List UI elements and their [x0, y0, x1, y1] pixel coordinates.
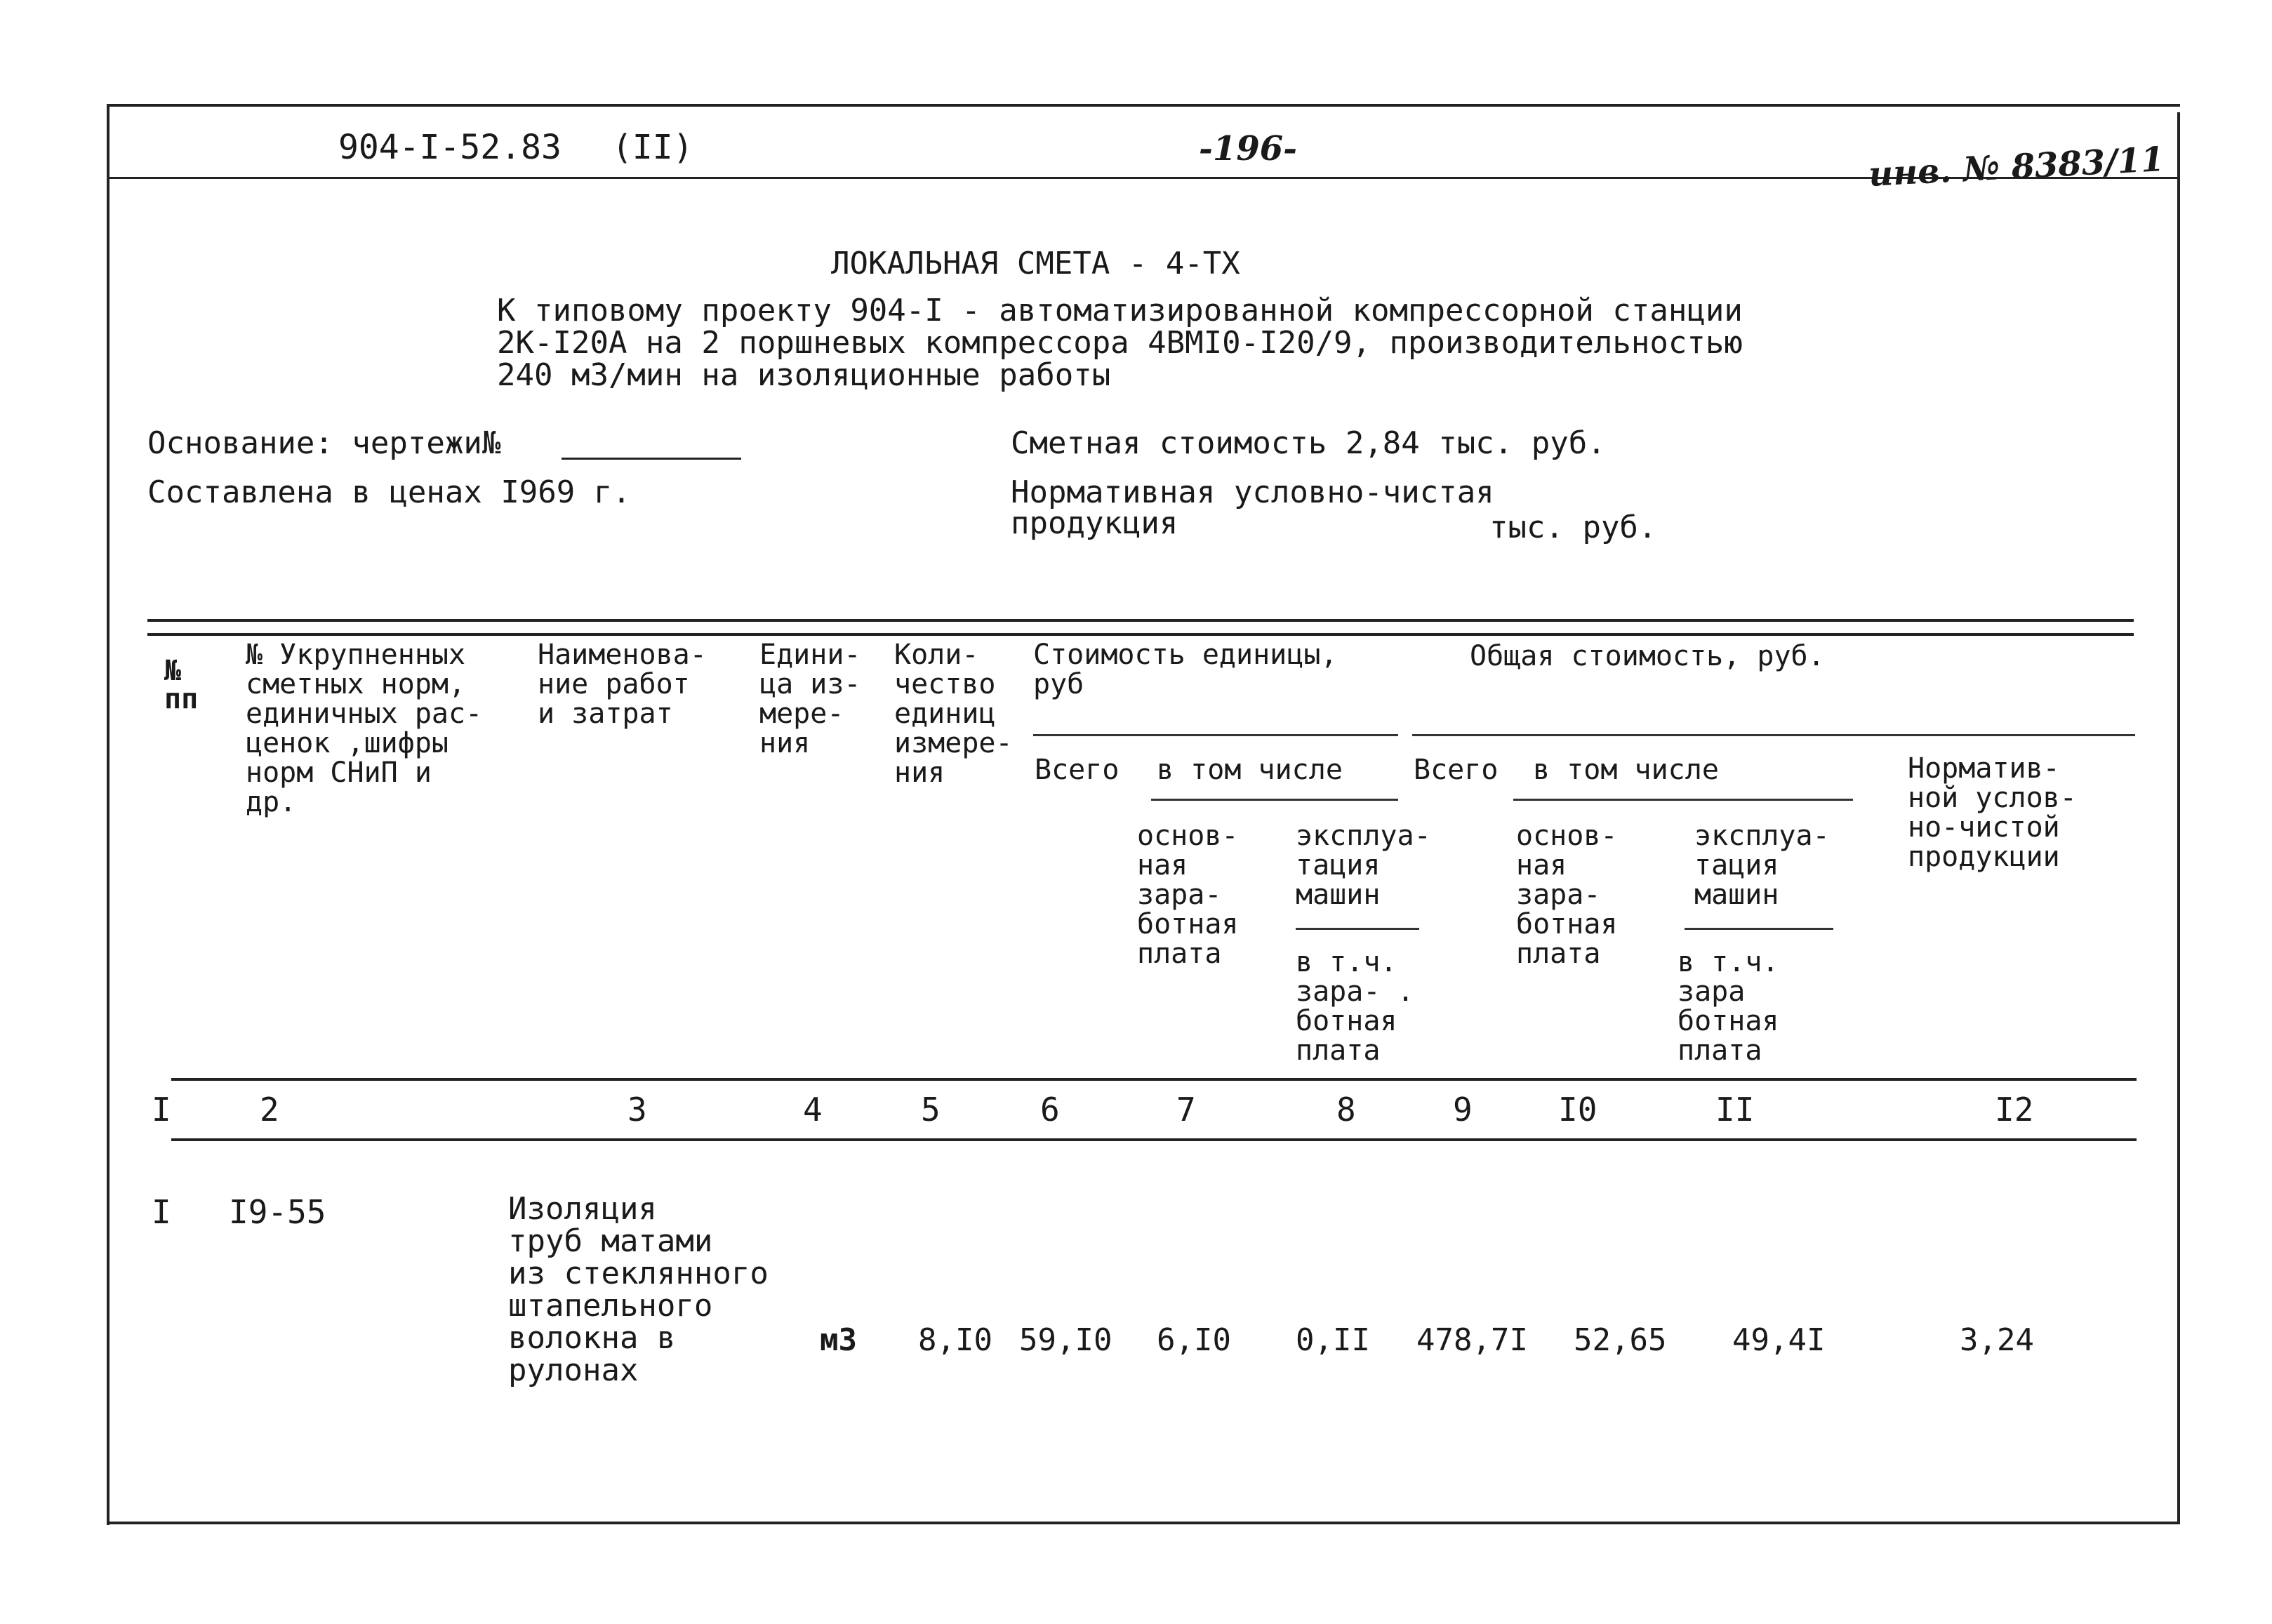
column-number-6: 6	[1040, 1091, 1060, 1129]
page-number: -196-	[1199, 129, 1298, 168]
doc-part: (II)	[612, 128, 693, 167]
header-col-number: № пп	[164, 655, 199, 715]
estimate-cost: Сметная стоимость 2,84 тыс. руб.	[1011, 425, 1606, 461]
row-unit-machines: 0,II	[1296, 1322, 1370, 1358]
row-unit-base-wage: 6,I0	[1157, 1322, 1231, 1358]
header-unit-machines: эксплуа- тация машин	[1296, 820, 1431, 911]
column-number-11: II	[1715, 1091, 1755, 1129]
header-unit-including: в том числе	[1157, 754, 1343, 786]
header-col-work-name: Наименова- ние работ и затрат	[538, 639, 707, 730]
inventory-number: инв. № 8383/11	[1867, 140, 2165, 194]
frame-left-border	[107, 104, 109, 1525]
header-overall-including: в том числе	[1533, 754, 1719, 786]
row-overall-base-wage: 52,65	[1574, 1322, 1667, 1358]
row-quantity: 8,I0	[918, 1322, 992, 1358]
doc-code: 904-I-52.83	[338, 128, 562, 167]
column-number-4: 4	[803, 1091, 823, 1129]
column-number-9: 9	[1453, 1091, 1473, 1129]
frame-bottom-border	[107, 1522, 2180, 1524]
header-overall-machine-wage: в т.ч. зара ботная плата	[1678, 946, 1779, 1067]
header-col-quantity: Коли- чество единиц измере- ния	[894, 639, 1013, 789]
column-numbers-top-rule	[171, 1078, 2137, 1081]
prices-label: Составлена в ценах I969 г.	[147, 474, 631, 510]
header-total-cost-group: Общая стоимость, руб.	[1470, 640, 1825, 672]
column-number-2: 2	[260, 1091, 279, 1129]
header-overall-base-wage: основ- ная зара- ботная плата	[1516, 820, 1618, 970]
column-number-10: I0	[1558, 1091, 1597, 1129]
frame-right-border	[2177, 112, 2180, 1523]
normative-unit: тыс. руб.	[1489, 510, 1657, 545]
basis-blank-line	[562, 458, 741, 460]
row-number: I	[152, 1193, 171, 1231]
header-unit-cost-group: Стоимость единицы, руб	[1033, 639, 1338, 700]
header-unit-base-wage: основ- ная зара- ботная плата	[1137, 820, 1239, 970]
column-number-1: I	[152, 1091, 171, 1129]
column-numbers-bottom-rule	[171, 1138, 2137, 1141]
frame-top-border	[107, 104, 2180, 107]
header-col-normative: Норматив- ной услов- но-чистой продукции	[1908, 752, 2077, 873]
row-normative: 3,24	[1960, 1322, 2034, 1358]
column-number-3: 3	[627, 1091, 647, 1129]
unit-cost-group-rule	[1033, 734, 1398, 736]
column-number-5: 5	[921, 1091, 941, 1129]
row-work-name: Изоляция труб матами из стеклянного штапельного волокна в рулонах	[508, 1191, 769, 1388]
unit-machines-rule	[1296, 928, 1419, 930]
normative-label: Нормативная условно-чистая продукция	[1011, 474, 1494, 541]
overall-including-rule	[1513, 799, 1853, 801]
header-unit-total: Всего	[1035, 754, 1120, 786]
column-number-7: 7	[1176, 1091, 1196, 1129]
column-number-8: 8	[1336, 1091, 1356, 1129]
header-overall-machines: эксплуа- тация машин	[1694, 820, 1830, 911]
row-unit: м3	[820, 1322, 857, 1358]
column-number-12: I2	[1995, 1091, 2034, 1129]
row-norm-code: I9-55	[229, 1193, 326, 1231]
row-unit-total: 59,I0	[1019, 1322, 1112, 1358]
header-overall-total: Всего	[1414, 754, 1499, 786]
header-col-norms: № Укрупненных сметных норм, единичных рас- ценок ,шифры норм СНиП и др.	[246, 639, 483, 818]
estimate-title: ЛОКАЛЬНАЯ СМЕТА - 4-ТХ	[831, 246, 1240, 281]
header-col-unit: Едини- ца из- мере- ния	[759, 639, 861, 759]
basis-label: Основание: чертежи№	[147, 425, 501, 461]
overall-machines-rule	[1685, 928, 1833, 930]
unit-including-rule	[1151, 799, 1398, 801]
total-cost-group-rule	[1412, 734, 2135, 736]
row-overall-machines: 49,4I	[1732, 1322, 1826, 1358]
header-unit-machine-wage: в т.ч. зара- . ботная плата	[1296, 946, 1414, 1067]
table-top-rule	[147, 619, 2134, 636]
estimate-subtitle: К типовому проекту 904-I - автоматизированной компрессорной станции 2К-I20А на 2 поршневых компрессора 4ВМI0-I20/9, производительностью 240 м3/мин на изоляционные работы	[497, 293, 1743, 393]
row-overall-total: 478,7I	[1416, 1322, 1528, 1358]
